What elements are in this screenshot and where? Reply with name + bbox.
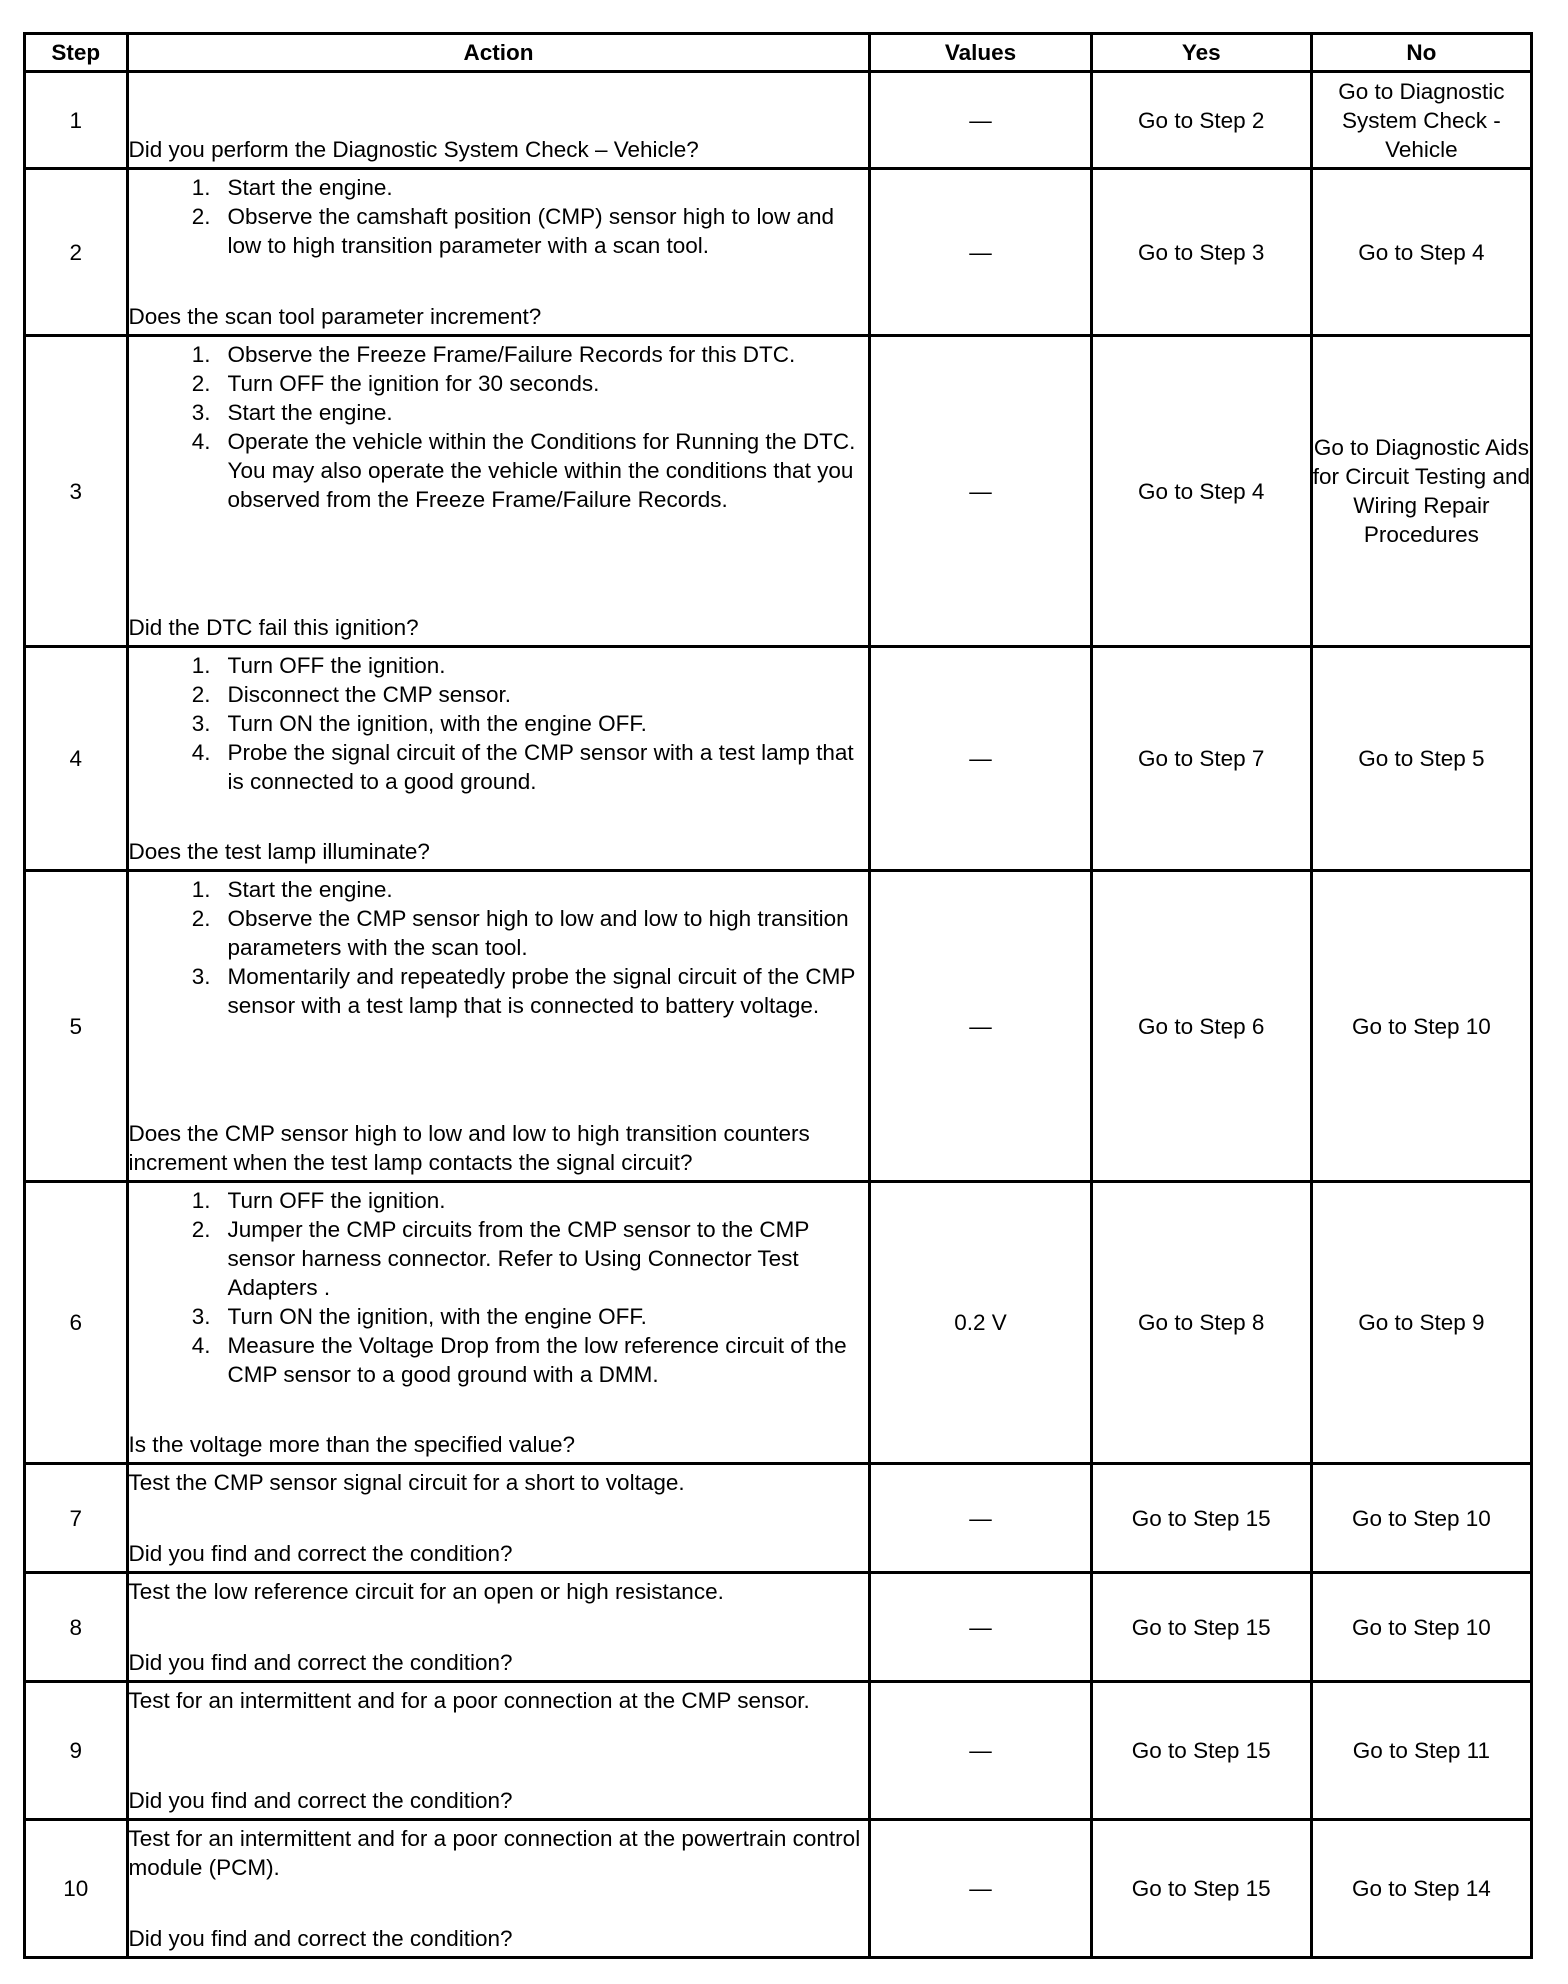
yes-cell: Go to Step 3 [1091, 169, 1311, 336]
instruction-text: Turn OFF the ignition for 30 seconds. [227, 371, 600, 396]
no-cell: Go to Diagnostic System Check - Vehicle [1311, 72, 1531, 169]
step-number: 6 [25, 1182, 128, 1464]
instruction-item [181, 427, 869, 514]
instruction-text: Start the engine. [227, 175, 393, 200]
action-question: Did you find and correct the condition? [128, 1650, 513, 1675]
instruction-text: Start the engine. [227, 400, 393, 425]
value-cell: — [870, 871, 1091, 1182]
instruction-list [129, 875, 869, 1020]
value-cell: 0.2 V [870, 1182, 1091, 1464]
step-number: 8 [25, 1573, 128, 1682]
instruction-item [181, 202, 869, 260]
value-cell: — [870, 169, 1091, 336]
action-question: Did you find and correct the condition? [128, 1541, 513, 1566]
action-instructions [129, 1186, 869, 1389]
value-cell: — [870, 336, 1091, 647]
yes-cell: Go to Step 6 [1091, 871, 1311, 1182]
table-row [25, 72, 1532, 169]
action-question: Does the CMP sensor high to low and low to high transition counters increment when the test lamp contacts the signal circuit? [128, 1121, 810, 1175]
table-body [25, 72, 1532, 1958]
yes-cell: Go to Step 15 [1091, 1573, 1311, 1682]
action-instructions [129, 875, 869, 1020]
yes-cell: Go to Step 15 [1091, 1682, 1311, 1820]
action-text: Test for an intermittent and for a poor connection at the powertrain control module (PCM). [128, 1826, 861, 1880]
instruction-item [181, 709, 869, 738]
action-question: Does the scan tool parameter increment? [128, 304, 542, 329]
instruction-text: Observe the camshaft position (CMP) sensor high to low and low to high transition parameter with a scan tool. [227, 204, 835, 258]
no-cell: Go to Step 11 [1311, 1682, 1531, 1820]
action-instructions [129, 1577, 869, 1606]
action-instructions [129, 1824, 869, 1882]
instruction-text: Disconnect the CMP sensor. [227, 682, 512, 707]
action-instructions [129, 1686, 869, 1715]
table-row [25, 169, 1532, 336]
instruction-number: 1. [191, 1188, 211, 1213]
instruction-text: Jumper the CMP circuits from the CMP sensor to the CMP sensor harness connector. Refer to Using Connector Test Adapters . [227, 1217, 809, 1300]
table-row [25, 336, 1532, 647]
header-values: Values [870, 34, 1091, 72]
instruction-number: 3. [191, 711, 211, 736]
step-number: 4 [25, 647, 128, 871]
value-cell: — [870, 1820, 1091, 1958]
instruction-item [181, 1215, 869, 1302]
value-cell: — [870, 647, 1091, 871]
step-number: 5 [25, 871, 128, 1182]
instruction-number: 1. [191, 653, 211, 678]
header-action: Action [127, 34, 870, 72]
instruction-number: 3. [191, 1304, 211, 1329]
instruction-item [181, 369, 869, 398]
action-text: Test for an intermittent and for a poor connection at the CMP sensor. [128, 1688, 810, 1713]
instruction-item [181, 962, 869, 1020]
instruction-text: Turn OFF the ignition. [227, 653, 446, 678]
action-cell [127, 1182, 870, 1464]
instruction-number: 4. [191, 1333, 211, 1358]
instruction-item [181, 173, 869, 202]
yes-cell: Go to Step 4 [1091, 336, 1311, 647]
instruction-number: 2. [191, 906, 211, 931]
yes-cell: Go to Step 15 [1091, 1820, 1311, 1958]
yes-cell: Go to Step 2 [1091, 72, 1311, 169]
instruction-text: Probe the signal circuit of the CMP sensor with a test lamp that is connected to a good ground. [227, 740, 854, 794]
instruction-item [181, 340, 869, 369]
instruction-text: Observe the Freeze Frame/Failure Records for this DTC. [227, 342, 796, 367]
instruction-item [181, 1331, 869, 1389]
step-number: 3 [25, 336, 128, 647]
action-question: Did you find and correct the condition? [128, 1788, 513, 1813]
yes-cell: Go to Step 8 [1091, 1182, 1311, 1464]
step-number: 10 [25, 1820, 128, 1958]
instruction-text: Turn ON the ignition, with the engine OFF. [227, 1304, 647, 1329]
action-cell [127, 336, 870, 647]
value-cell: — [870, 1464, 1091, 1573]
instruction-item [181, 1302, 869, 1331]
instruction-number: 2. [191, 371, 211, 396]
no-cell: Go to Step 4 [1311, 169, 1531, 336]
instruction-number: 2. [191, 204, 211, 229]
action-cell [127, 72, 870, 169]
step-number: 1 [25, 72, 128, 169]
instruction-text: Start the engine. [227, 877, 393, 902]
action-question: Is the voltage more than the specified value? [128, 1432, 576, 1457]
action-text: Test the low reference circuit for an open or high resistance. [128, 1579, 724, 1604]
action-cell [127, 647, 870, 871]
action-question: Did you find and correct the condition? [128, 1926, 513, 1951]
instruction-item [181, 1186, 869, 1215]
action-cell [127, 1573, 870, 1682]
instruction-number: 3. [191, 400, 211, 425]
instruction-item [181, 904, 869, 962]
instruction-text: Turn ON the ignition, with the engine OFF. [227, 711, 647, 736]
no-cell: Go to Step 10 [1311, 1464, 1531, 1573]
instruction-item [181, 398, 869, 427]
instruction-list [129, 173, 869, 260]
instruction-number: 4. [191, 429, 211, 454]
instruction-text: Operate the vehicle within the Conditions for Running the DTC. You may also operate the vehicle within the conditions that you observed from the Freeze Frame/Failure Records. [227, 429, 856, 512]
action-question: Did you perform the Diagnostic System Check – Vehicle? [128, 137, 699, 162]
value-cell: — [870, 1573, 1091, 1682]
header-step: Step [25, 34, 128, 72]
no-cell: Go to Diagnostic Aids for Circuit Testing and Wiring Repair Procedures [1311, 336, 1531, 647]
step-number: 9 [25, 1682, 128, 1820]
instruction-item [181, 875, 869, 904]
instruction-number: 1. [191, 175, 211, 200]
value-cell: — [870, 72, 1091, 169]
instruction-text: Measure the Voltage Drop from the low reference circuit of the CMP sensor to a good ground with a DMM. [227, 1333, 847, 1387]
instruction-number: 3. [191, 964, 211, 989]
header-no: No [1311, 34, 1531, 72]
diagnostic-table [23, 32, 1533, 1959]
table-row [25, 1464, 1532, 1573]
table-row [25, 1682, 1532, 1820]
instruction-number: 2. [191, 1217, 211, 1242]
table-row [25, 871, 1532, 1182]
action-question: Did the DTC fail this ignition? [128, 615, 419, 640]
instruction-list [129, 1186, 869, 1389]
action-cell [127, 1820, 870, 1958]
action-instructions [129, 340, 869, 514]
action-cell [127, 871, 870, 1182]
instruction-number: 2. [191, 682, 211, 707]
header-row [25, 34, 1532, 72]
instruction-number: 4. [191, 740, 211, 765]
action-cell [127, 169, 870, 336]
no-cell: Go to Step 10 [1311, 1573, 1531, 1682]
action-question: Does the test lamp illuminate? [128, 839, 430, 864]
no-cell: Go to Step 9 [1311, 1182, 1531, 1464]
step-number: 2 [25, 169, 128, 336]
yes-cell: Go to Step 15 [1091, 1464, 1311, 1573]
no-cell: Go to Step 10 [1311, 871, 1531, 1182]
header-yes: Yes [1091, 34, 1311, 72]
instruction-list [129, 651, 869, 796]
instruction-text: Observe the CMP sensor high to low and low to high transition parameters with the scan tool. [227, 906, 849, 960]
instruction-item [181, 651, 869, 680]
instruction-number: 1. [191, 877, 211, 902]
action-instructions [129, 1468, 869, 1497]
action-instructions [129, 173, 869, 260]
instruction-text: Momentarily and repeatedly probe the signal circuit of the CMP sensor with a test lamp that is connected to battery voltage. [227, 964, 855, 1018]
table-row [25, 1573, 1532, 1682]
table-row [25, 1820, 1532, 1958]
value-cell: — [870, 1682, 1091, 1820]
no-cell: Go to Step 14 [1311, 1820, 1531, 1958]
action-text: Test the CMP sensor signal circuit for a short to voltage. [128, 1470, 685, 1495]
step-number: 7 [25, 1464, 128, 1573]
action-cell [127, 1682, 870, 1820]
table-row [25, 1182, 1532, 1464]
instruction-number: 1. [191, 342, 211, 367]
action-instructions [129, 651, 869, 796]
action-cell [127, 1464, 870, 1573]
table-row [25, 647, 1532, 871]
no-cell: Go to Step 5 [1311, 647, 1531, 871]
instruction-item [181, 680, 869, 709]
instruction-item [181, 738, 869, 796]
yes-cell: Go to Step 7 [1091, 647, 1311, 871]
instruction-text: Turn OFF the ignition. [227, 1188, 446, 1213]
instruction-list [129, 340, 869, 514]
